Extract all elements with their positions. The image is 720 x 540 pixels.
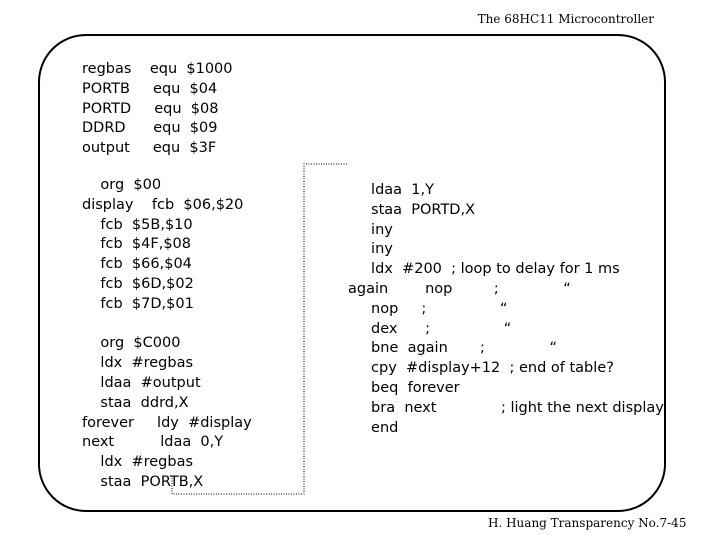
code-line: dex ; “ xyxy=(348,320,512,337)
code-line: PORTB equ $04 xyxy=(82,80,218,97)
code-line: bne again ; “ xyxy=(348,340,557,357)
code-line: org $C000 xyxy=(82,335,181,352)
code-line: staa ddrd,X xyxy=(82,394,189,411)
code-line: ldaa 1,Y xyxy=(348,182,434,198)
code-line: ldx #200 ; loop to delay for 1 ms xyxy=(348,261,620,278)
continuation-block xyxy=(348,181,664,438)
code-line: ldx #regbas xyxy=(82,454,194,471)
data-and-program-block xyxy=(82,176,252,493)
equates-block xyxy=(82,60,233,159)
code-line: staa PORTD,X xyxy=(348,201,476,218)
code-line: again nop ; “ xyxy=(348,280,571,297)
code-line: next ldaa 0,Y xyxy=(82,434,224,451)
code-line: staa PORTB,X xyxy=(82,473,204,490)
code-line: end xyxy=(348,419,399,436)
code-line: fcb $5B,$10 xyxy=(82,216,193,233)
code-line: PORTD equ $08 xyxy=(82,100,219,117)
code-line: forever ldy #display xyxy=(82,414,252,431)
slide-footer: H. Huang Transparency No.7-45 xyxy=(488,516,687,530)
slide-header: The 68HC11 Microcontroller xyxy=(477,12,654,26)
code-line: fcb $66,$04 xyxy=(82,256,192,273)
code-line: fcb $6D,$02 xyxy=(82,275,194,292)
code-line: iny xyxy=(348,221,393,238)
code-line: fcb $7D,$01 xyxy=(82,295,194,312)
code-line xyxy=(82,315,252,335)
code-line: cpy #display+12 ; end of table? xyxy=(348,360,614,377)
code-line: DDRD equ $09 xyxy=(82,120,218,137)
code-line: ldx #regbas xyxy=(82,355,194,372)
code-line: beq forever xyxy=(348,379,460,396)
code-line: ldaa #output xyxy=(82,374,201,391)
code-line: output equ $3F xyxy=(82,140,217,157)
code-line: regbas equ $1000 xyxy=(82,61,233,77)
code-line: bra next ; light the next display xyxy=(348,399,664,416)
code-line: display fcb $06,$20 xyxy=(82,196,244,213)
code-line: nop ; “ xyxy=(348,300,508,317)
code-line: iny xyxy=(348,241,393,258)
code-line: fcb $4F,$08 xyxy=(82,236,192,253)
code-line: org $00 xyxy=(82,177,162,193)
